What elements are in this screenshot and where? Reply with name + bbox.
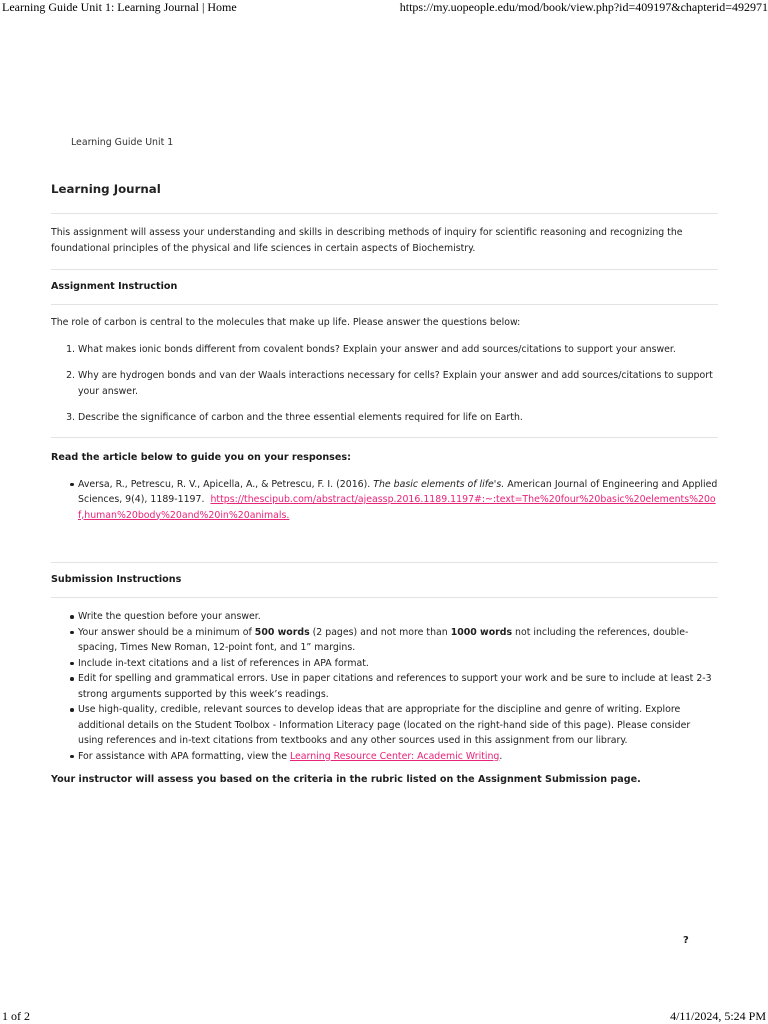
question-item: 2. Why are hydrogen bonds and van der Waals interactions necessary for cells? Explain your answer and add sources/citations to support your answer. bbox=[78, 368, 718, 399]
assignment-heading: Assignment Instruction bbox=[51, 281, 178, 292]
academic-writing-link[interactable]: Learning Resource Center: Academic Writing bbox=[289, 750, 500, 762]
max-words: 1000 words bbox=[450, 626, 513, 638]
print-header-title: Learning Guide Unit 1: Learning Journal | Home bbox=[2, 0, 237, 14]
article-block bbox=[51, 450, 718, 523]
article-link[interactable]: https://thescipub.com/abstract/ajeassp.2016.1189.1197#:~:text=The%20four%20basic%20elements%20of,human%20body%20and%20in%20animals. bbox=[78, 494, 716, 521]
submission-item: Write the question before your answer. bbox=[78, 609, 718, 625]
submission-item: Include in-text citations and a list of references in APA format. bbox=[78, 656, 718, 672]
divider bbox=[51, 562, 718, 563]
print-header-url: https://my.uopeople.edu/mod/book/view.php?id=409197&chapterid=492971 bbox=[399, 0, 768, 14]
submission-item bbox=[78, 749, 718, 765]
assignment-lead: The role of carbon is central to the molecules that make up life. Please answer the questions below: bbox=[51, 317, 521, 328]
print-footer-datetime: 4/11/2024, 5:24 PM bbox=[670, 1009, 766, 1023]
divider bbox=[51, 213, 718, 214]
article-heading: Read the article below to guide you on your responses: bbox=[51, 452, 351, 463]
intro-text: This assignment will assess your understanding and skills in describing methods of inquiry for scientific reasoning and recognizing the foundational principles of the physical and life sciences in certain aspects of Biochemistry. bbox=[51, 227, 683, 254]
word-count-mid: (2 pages) and not more than bbox=[309, 626, 451, 638]
intro-paragraph bbox=[51, 225, 718, 256]
breadcrumb[interactable]: Learning Guide Unit 1 bbox=[71, 137, 174, 148]
article-list bbox=[51, 477, 718, 524]
submission-list bbox=[51, 609, 718, 764]
assignment-heading-block bbox=[51, 279, 718, 295]
divider bbox=[51, 597, 718, 598]
question-item: 1. What makes ionic bonds different from covalent bonds? Explain your answer and add sources/citations to support your answer. bbox=[78, 342, 718, 358]
submission-heading-block bbox=[51, 572, 718, 588]
assignment-body bbox=[51, 315, 718, 426]
article-citation bbox=[78, 477, 718, 524]
article-journal: American Journal of Engineering and Applied Sciences, 9(4), 1189-1197. bbox=[78, 478, 718, 505]
min-words: 500 words bbox=[254, 626, 310, 638]
apa-pre: For assistance with APA formatting, view the bbox=[78, 750, 290, 762]
article-title: The basic elements of life's. bbox=[373, 478, 505, 490]
apa-post: . bbox=[499, 750, 503, 762]
word-count-post: not including the references, double-spacing, Times New Roman, 12-point font, and 1” margins. bbox=[78, 626, 689, 653]
submission-body bbox=[51, 609, 718, 788]
print-header bbox=[0, 0, 768, 16]
question-item: 3. Describe the significance of carbon and the three essential elements required for life on Earth. bbox=[78, 410, 718, 426]
word-count-pre: Your answer should be a minimum of bbox=[78, 626, 255, 638]
print-footer-page: 1 of 2 bbox=[2, 1009, 30, 1023]
submission-item: Use high-quality, credible, relevant sources to develop ideas that are appropriate for the discipline and genre of writing. Explore additional details on the Student Toolbox - Information Literacy page (located on the right-hand side of this page). Please consider using references and in-text citations from textbooks and any other sources used in this assignment from our library. bbox=[78, 702, 718, 749]
final-note: Your instructor will assess you based on the criteria in the rubric listed on the Assignment Submission page. bbox=[51, 774, 641, 785]
page-title: Learning Journal bbox=[51, 182, 161, 196]
question-list bbox=[51, 342, 718, 426]
print-footer bbox=[0, 1009, 768, 1024]
submission-item bbox=[78, 625, 718, 656]
divider bbox=[51, 437, 718, 438]
divider bbox=[51, 304, 718, 305]
question-mark-icon[interactable]: ? bbox=[683, 935, 689, 946]
article-authors: Aversa, R., Petrescu, R. V., Apicella, A., & Petrescu, F. I. (2016). bbox=[78, 478, 374, 490]
submission-heading: Submission Instructions bbox=[51, 574, 182, 585]
divider bbox=[51, 269, 718, 270]
submission-item: Edit for spelling and grammatical errors. Use in paper citations and references to support your work and be sure to include at least 2-3 strong arguments supported by this week’s readings. bbox=[78, 671, 718, 702]
